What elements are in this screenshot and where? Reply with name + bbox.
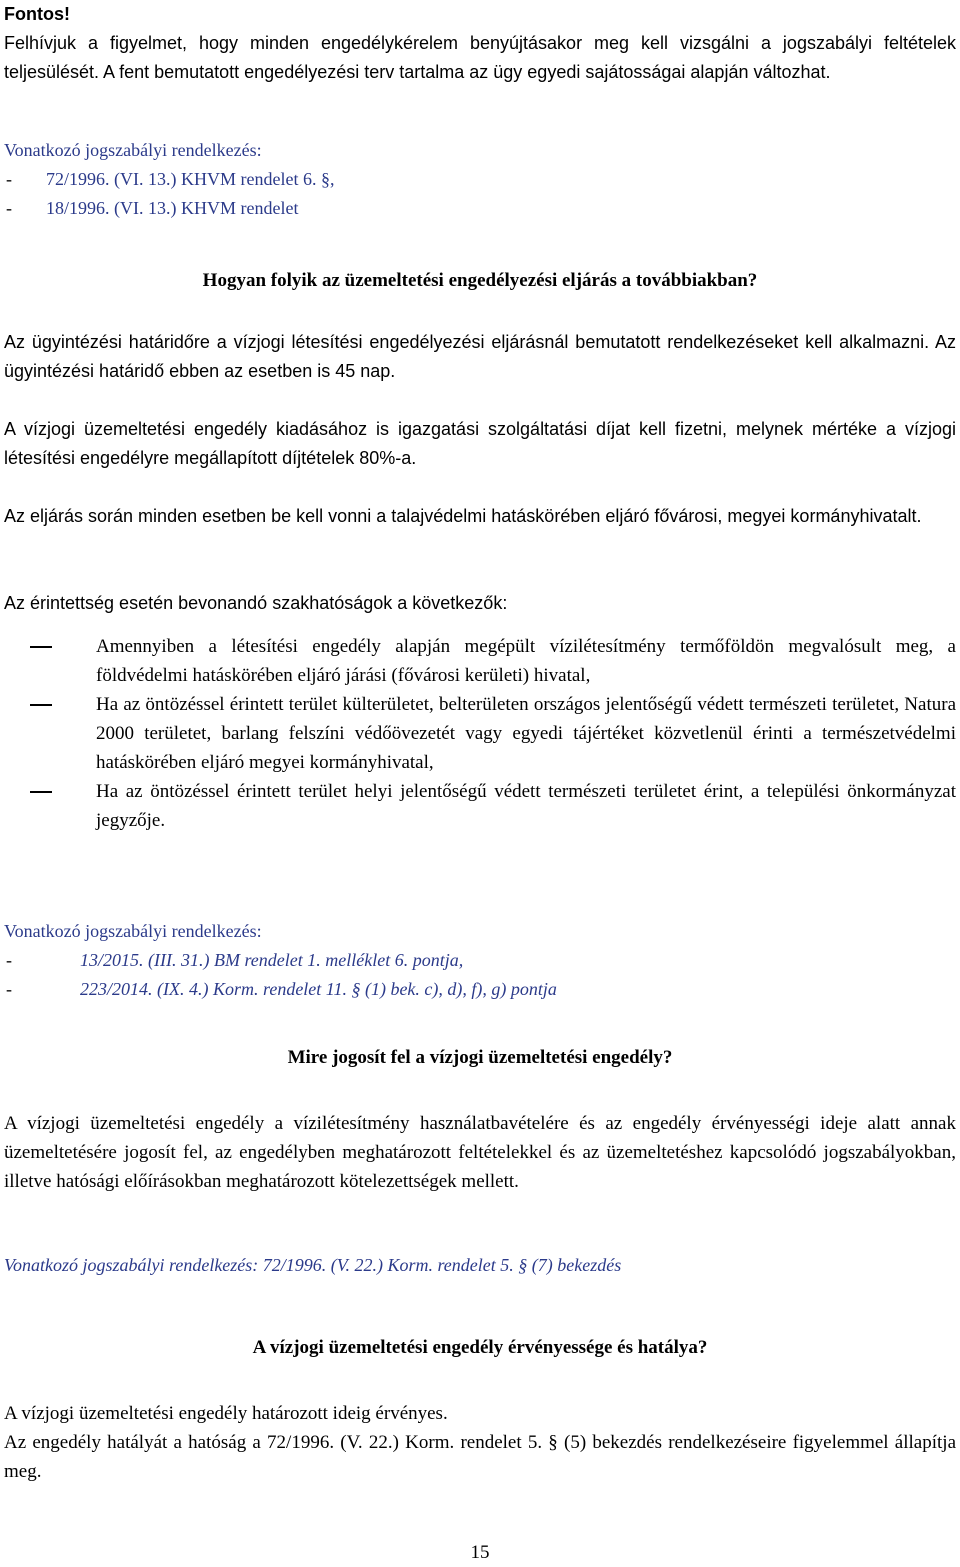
references-1-list (4, 165, 956, 223)
section-2-paragraph-1: A vízjogi üzemeltetési engedély a vízilétesítmény használatbavételére és az engedély érvényességi ideje alatt annak üzemeltetésére jogosít fel, az engedélyben meghatározott feltételekkel és az üzemeltetéshez kapcsolódó jogszabályokban, illetve hatósági előírásokban meghatározott kötelezettségek mellett. (4, 1113, 956, 1192)
reference-text: 18/1996. (VI. 13.) KHVM rendelet (46, 198, 299, 218)
section-1-paragraph-1: Az ügyintézési határidőre a vízjogi létesítési engedélyezési eljárásnál bemutatott rendelkezéseket kell alkalmazni. Az ügyintézési határidő ebben az esetben is 45 nap. (4, 332, 956, 381)
reference-dash: - (6, 979, 12, 999)
authority-text: Ha az öntözéssel érintett terület külterületet, belterületen országos jelentőségű védett természeti területet, Natura 2000 területet, barlang felszíni védőövezetét vagy egyedi tájértéket közvetlenül érinti a természetvédelmi hatáskörében eljáró megyei kormányhivatal, (96, 694, 956, 773)
reference-text: 72/1996. (VI. 13.) KHVM rendelet 6. §, (46, 169, 335, 189)
section-3-heading: A vízjogi üzemeltetési engedély érvényessége és hatálya? (252, 1337, 708, 1358)
references-1 (4, 136, 956, 223)
page-number: 15 (470, 1542, 490, 1563)
authorities-list (4, 632, 956, 835)
reference-dash: - (6, 169, 12, 189)
section-1-heading: Hogyan folyik az üzemeltetési engedélyezési eljárás a továbbiakban? (202, 270, 758, 291)
reference-item (4, 975, 956, 1004)
bullet-dash-icon (30, 704, 52, 706)
references-2-label: Vonatkozó jogszabályi rendelkezés: (4, 921, 262, 941)
section-1-paragraph-4: Az érintettség esetén bevonandó szakhatóságok a következők: (4, 593, 508, 613)
reference-text: 223/2014. (IX. 4.) Korm. rendelet 11. § (1) bek. c), d), f), g) pontja (80, 979, 557, 999)
authority-text: Ha az öntözéssel érintett terület helyi jelentőségű védett természeti területet érint, a települési önkormányzat jegyzője. (96, 781, 956, 831)
notice-title: Fontos! (4, 4, 70, 24)
section-3-paragraph-2: Az engedély hatályát a hatóság a 72/1996. (V. 22.) Korm. rendelet 5. § (5) bekezdés rendelkezéseire figyelemmel állapítja meg. (4, 1432, 956, 1482)
authorities-list-container (4, 632, 956, 835)
section-3-paragraph-1: A vízjogi üzemeltetési engedély határozott ideig érvényes. (4, 1403, 448, 1424)
authority-text: Amennyiben a létesítési engedély alapján megépült vízilétesítmény termőföldön megvalósult meg, a földvédelmi hatáskörében eljáró járási (fővárosi kerületi) hivatal, (96, 636, 956, 686)
notice-block (4, 0, 956, 87)
section-2-reference: Vonatkozó jogszabályi rendelkezés: 72/1996. (V. 22.) Korm. rendelet 5. § (7) bekezdés (4, 1255, 622, 1275)
authority-item (4, 777, 956, 835)
reference-dash: - (6, 950, 12, 970)
references-2 (4, 917, 956, 1004)
reference-item (4, 946, 956, 975)
references-2-list (4, 946, 956, 1004)
section-2-heading: Mire jogosít fel a vízjogi üzemeltetési engedély? (287, 1047, 673, 1068)
section-1-paragraph-3: Az eljárás során minden esetben be kell vonni a talajvédelmi hatáskörében eljáró fővárosi, megyei kormányhivatalt. (4, 506, 922, 526)
reference-text: 13/2015. (III. 31.) BM rendelet 1. melléklet 6. pontja, (80, 950, 464, 970)
section-1-paragraph-2: A vízjogi üzemeltetési engedély kiadásához is igazgatási szolgáltatási díjat kell fizetni, melynek mértéke a vízjogi létesítési engedélyre megállapított díjtételek 80%-a. (4, 419, 956, 468)
bullet-dash-icon (30, 791, 52, 793)
reference-item (4, 165, 956, 194)
reference-dash: - (6, 198, 12, 218)
references-1-label: Vonatkozó jogszabályi rendelkezés: (4, 140, 262, 160)
notice-body: Felhívjuk a figyelmet, hogy minden engedélykérelem benyújtásakor meg kell vizsgálni a jogszabályi feltételek teljesülését. A fent bemutatott engedélyezési terv tartalma az ügy egyedi sajátosságai alapján változhat. (4, 33, 956, 82)
authority-item (4, 632, 956, 690)
reference-item (4, 194, 956, 223)
bullet-dash-icon (30, 646, 52, 648)
authority-item (4, 690, 956, 777)
